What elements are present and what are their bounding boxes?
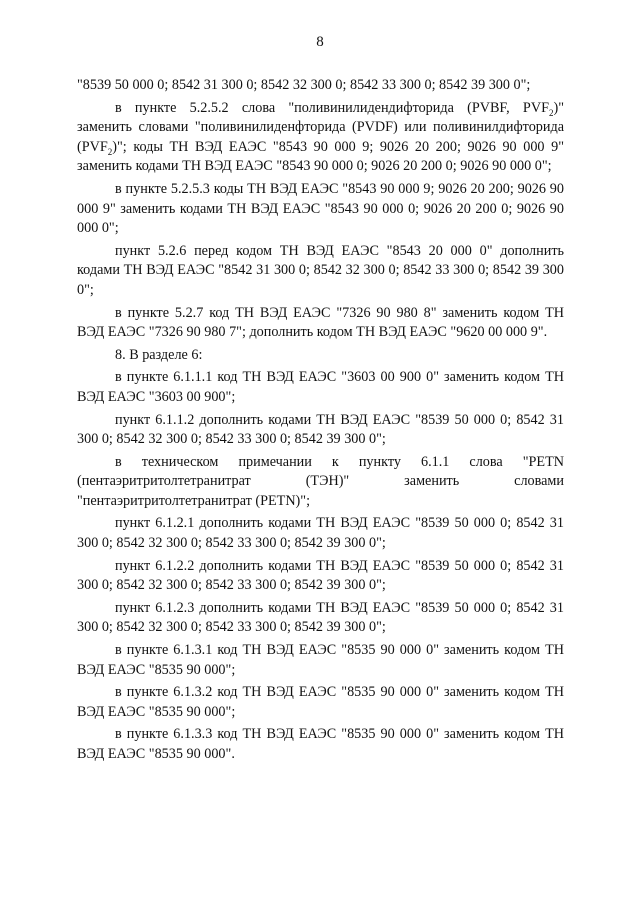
paragraph-p9: пункт 6.1.2.1 дополнить кодами ТН ВЭД ЕАЭС "8539 50 000 0; 8542 31 300 0; 8542 32 300 0; 8542 33 300 0; 8542 39 300 0"; [77, 515, 564, 552]
subscript: 2 [107, 146, 113, 157]
document-body [77, 76, 564, 765]
paragraph-p14: в пункте 6.1.3.3 код ТН ВЭД ЕАЭС "8535 90 000 0" заменить кодом ТН ВЭД ЕАЭС "8535 90 000". [77, 726, 564, 762]
paragraph-p5: 8. В разделе 6: [115, 346, 203, 363]
paragraph-p0: "8539 50 000 0; 8542 31 300 0; 8542 32 300 0; 8542 33 300 0; 8542 39 300 0"; [77, 77, 531, 93]
paragraph-p3: пункт 5.2.6 перед кодом ТН ВЭД ЕАЭС "8543 20 000 0" дополнить кодами ТН ВЭД ЕАЭС "8542 31 300 0; 8542 32 300 0; 8542 33 300 0; 8542 39 300 0"; [77, 242, 564, 298]
paragraph-p7: пункт 6.1.1.2 дополнить кодами ТН ВЭД ЕАЭС "8539 50 000 0; 8542 31 300 0; 8542 32 300 0; 8542 33 300 0; 8542 39 300 0"; [77, 411, 564, 448]
paragraph-p11: пункт 6.1.2.3 дополнить кодами ТН ВЭД ЕАЭС "8539 50 000 0; 8542 31 300 0; 8542 32 300 0; 8542 33 300 0; 8542 39 300 0"; [77, 599, 564, 636]
paragraph-p8: в техническом примечании к пункту 6.1.1 слова "PETN (пентаэритритолтетранитрат (ТЭН)" заменить словами "пентаэритритолтетранитрат (PETN)"; [77, 453, 564, 509]
text-run: )"; коды ТН ВЭД ЕАЭС "8543 90 000 9; 9026 20 200; 9026 90 000 9" заменить кодами ТН ВЭД ЕАЭС "8543 90 000 0; 9026 20 200 0; 9026 90 000 0"; [77, 138, 564, 175]
paragraph-p1 [77, 99, 564, 177]
paragraph-p2: в пункте 5.2.5.3 коды ТН ВЭД ЕАЭС "8543 90 000 9; 9026 20 200; 9026 90 000 9" заменить кодами ТН ВЭД ЕАЭС "8543 90 000 0; 9026 20 200 0; 9026 90 000 0"; [77, 180, 564, 237]
text-run: в пункте 5.2.5.2 слова "поливинилидендифторида (PVBF, PVF [115, 99, 549, 116]
page-number: 8 [316, 34, 324, 50]
paragraph-p13: в пункте 6.1.3.2 код ТН ВЭД ЕАЭС "8535 90 000 0" заменить кодом ТН ВЭД ЕАЭС "8535 90 000"; [77, 684, 564, 720]
subscript: 2 [548, 107, 554, 118]
paragraph-p12: в пункте 6.1.3.1 код ТН ВЭД ЕАЭС "8535 90 000 0" заменить кодом ТН ВЭД ЕАЭС "8535 90 000"; [77, 642, 564, 678]
paragraph-p6: в пункте 6.1.1.1 код ТН ВЭД ЕАЭС "3603 00 900 0" заменить кодом ТН ВЭД ЕАЭС "3603 00 900"; [77, 369, 564, 405]
paragraph-p4: в пункте 5.2.7 код ТН ВЭД ЕАЭС "7326 90 980 8" заменить кодом ТН ВЭД ЕАЭС "7326 90 980 7"; дополнить кодом ТН ВЭД ЕАЭС "9620 00 000 9". [77, 304, 564, 341]
text-run: )" заменить словами "поливинилиденфторида (PVDF) или поливинилдифторида (PVF [77, 99, 564, 155]
paragraph-p10: пункт 6.1.2.2 дополнить кодами ТН ВЭД ЕАЭС "8539 50 000 0; 8542 31 300 0; 8542 32 300 0; 8542 33 300 0; 8542 39 300 0"; [77, 557, 564, 594]
